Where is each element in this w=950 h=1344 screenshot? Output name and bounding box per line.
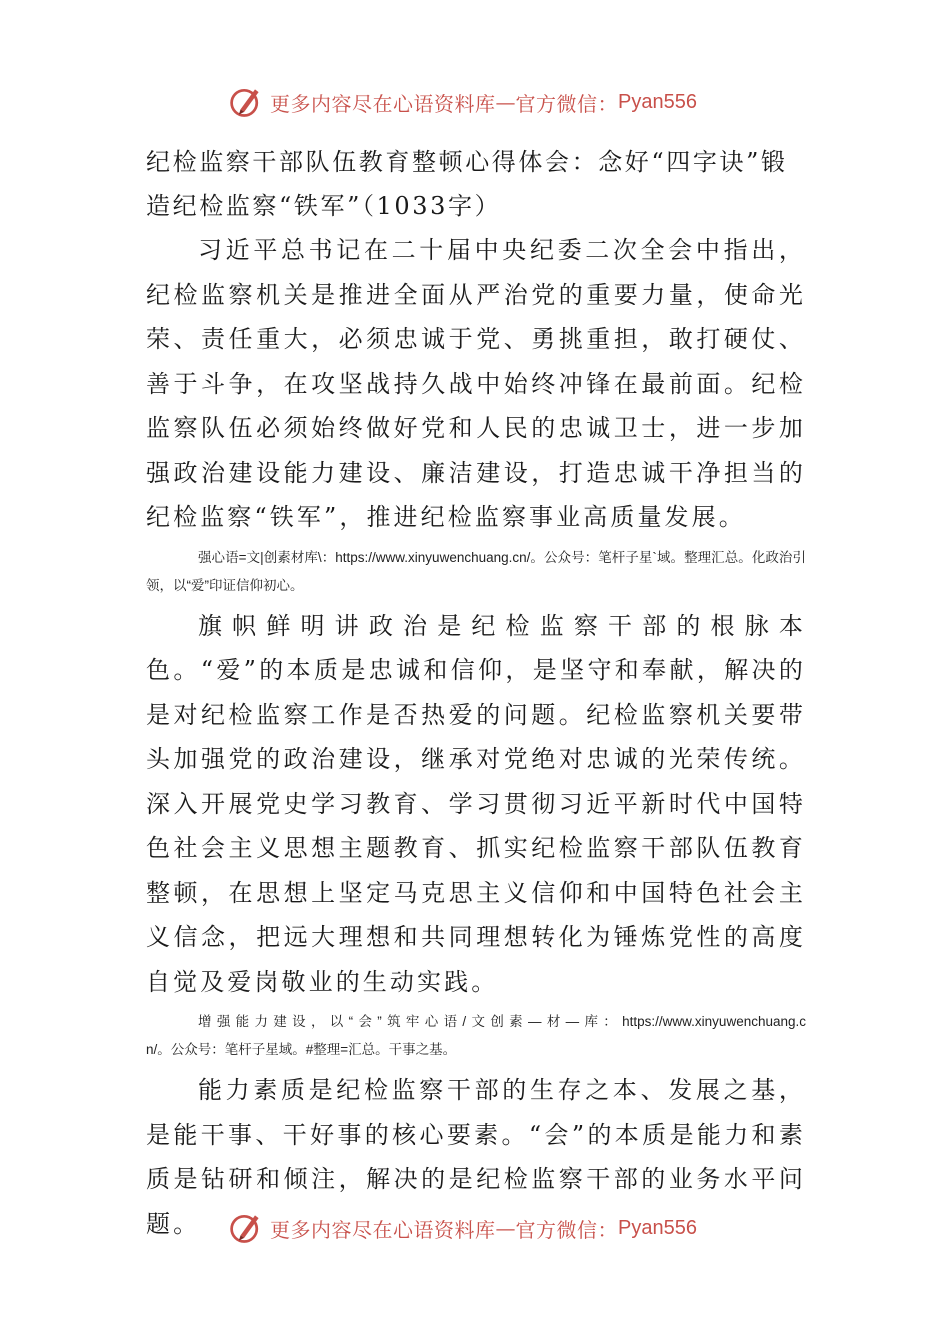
document-title: 纪检监察干部队伍教育整顿心得体会：念好“四字诀”锻造纪检监察“铁军”（1033字）: [146, 148, 788, 220]
banner-official-label: 官方微信：: [515, 1217, 618, 1242]
watermark-note-2-url-end: www.xinyuwenchuang.cn/。公众号：笔杆子星域。#整理=汇总。干事之基。: [146, 1014, 806, 1057]
watermark-note-2-text: 增强能力建设，以“会”筑牢心语/文创素—材—库：: [198, 1014, 623, 1029]
pen-circle-logo-icon: [228, 84, 264, 120]
banner-wechat-id: Pyan556: [618, 1216, 697, 1239]
banner-text: 更多内容尽在心语资料库: [270, 1217, 496, 1242]
paragraph-1: 习近平总书记在二十届中央纪委二次全会中指出，纪检监察机关是推进全面从严治党的重要力量，使命光荣、责任重大，必须忠诚于党、勇挑重担，敢打硬仗、善于斗争，在攻坚战持久战中始终冲锋在最前面。纪检监察队伍必须始终做好党和人民的忠诚卫士，进一步加强政治建设能力建设、廉洁建设，打造忠诚干净担当的纪检监察“铁军”，推进纪检监察事业高质量发展。: [146, 236, 806, 531]
paragraph-3: 能力素质是纪检监察干部的生存之本、发展之基，是能干事、干好事的核心要素。“会”的本质是能力和素质是钻研和倾注，解决的是纪检监察干部的业务水平问题。: [146, 1076, 806, 1238]
banner-wechat-id: Pyan556: [618, 90, 697, 113]
banner-text: 更多内容尽在心语资料库: [270, 91, 496, 116]
paragraph-2: 旗帜鲜明讲政治是纪检监察干部的根脉本色。“爱”的本质是忠诚和信仰，是坚守和奉献，解决的是对纪检监察工作是否热爱的问题。纪检监察机关要带头加强党的政治建设，继承对党绝对忠诚的光荣传统。深入开展党史学习教育、学习贯彻习近平新时代中国特色社会主义思想主题教育、抓实纪检监察干部队伍教育整顿，在思想上坚定马克思主义信仰和中国特色社会主义信念，把远大理想和共同理想转化为锤炼党性的高度自觉及爱岗敬业的生动实践。: [146, 611, 806, 996]
watermark-note-2-url-start: https://: [622, 1014, 663, 1029]
banner-separator: —: [495, 90, 516, 114]
header-banner: [228, 82, 697, 122]
document-body: [146, 140, 806, 1246]
footer-banner: [228, 1208, 697, 1248]
watermark-note-1: 强心语=文|创素材库\：https://www.xinyuwenchuang.cn/。公众号：笔杆子星`域。整理汇总。化政治引领，以“爱”印证信仰初心。: [146, 549, 806, 593]
banner-official-label: 官方微信：: [515, 91, 618, 116]
banner-separator: —: [495, 1216, 516, 1240]
pen-circle-logo-icon: [228, 1210, 264, 1246]
watermark-note-2: [146, 1004, 806, 1068]
